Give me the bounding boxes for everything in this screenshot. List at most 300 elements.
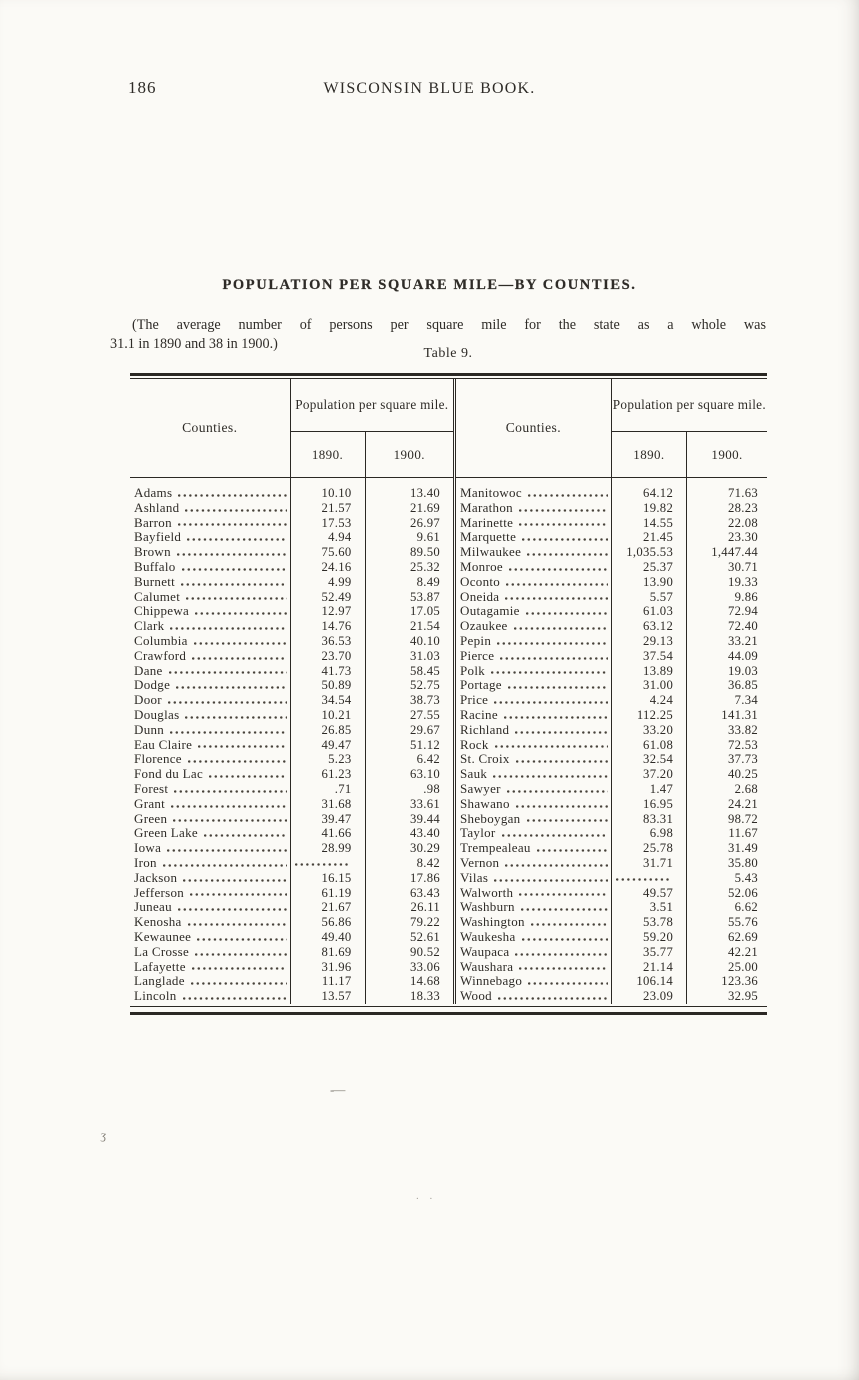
table-left-half bbox=[130, 379, 453, 1004]
dot-leader bbox=[521, 907, 608, 912]
county-name: Ashland bbox=[130, 501, 290, 516]
dot-leader bbox=[537, 848, 608, 853]
value-1890: 59.20 bbox=[611, 930, 686, 945]
value-1890: 26.85 bbox=[290, 723, 365, 738]
county-name: Portage bbox=[455, 678, 612, 693]
county-name: Dodge bbox=[130, 678, 290, 693]
value-1890: 24.16 bbox=[290, 560, 365, 575]
table-row bbox=[130, 738, 453, 753]
value-1900: 72.40 bbox=[727, 619, 758, 634]
table-row bbox=[455, 619, 767, 634]
value-1900: 52.75 bbox=[409, 678, 441, 693]
table-row bbox=[455, 989, 767, 1004]
county-name: Langlade bbox=[130, 974, 290, 989]
value-1890: 52.49 bbox=[290, 590, 365, 605]
dot-leader bbox=[187, 537, 286, 542]
county-name: Kenosha bbox=[130, 915, 290, 930]
dot-leader bbox=[516, 804, 608, 809]
table-row bbox=[455, 960, 767, 975]
value-1890: 25.37 bbox=[611, 560, 686, 575]
table-row bbox=[455, 664, 767, 679]
value-1900: 52.61 bbox=[409, 929, 441, 944]
value-1900: 63.10 bbox=[409, 767, 441, 782]
table-row bbox=[130, 915, 453, 930]
dot-leader bbox=[528, 981, 608, 986]
table-row bbox=[455, 708, 767, 723]
value-1900: 35.80 bbox=[727, 855, 758, 870]
value-1900: 43.40 bbox=[409, 826, 441, 841]
county-name: Vernon bbox=[455, 856, 612, 871]
dot-leader bbox=[498, 996, 608, 1001]
table-row bbox=[455, 723, 767, 738]
value-1890: 49.57 bbox=[611, 886, 686, 901]
dot-leader bbox=[198, 744, 286, 749]
county-name: Iowa bbox=[130, 841, 290, 856]
value-1890: 6.98 bbox=[611, 826, 686, 841]
value-1900: 141.31 bbox=[721, 707, 758, 722]
dot-leader bbox=[519, 966, 607, 971]
dot-leader bbox=[505, 596, 607, 601]
dot-leader bbox=[528, 493, 608, 498]
table-row bbox=[130, 960, 453, 975]
value-1900: 30.71 bbox=[727, 559, 758, 574]
county-name: Outagamie bbox=[455, 604, 612, 619]
value-1890: 39.47 bbox=[290, 812, 365, 827]
value-1900: 51.12 bbox=[409, 737, 441, 752]
county-name: Clark bbox=[130, 619, 290, 634]
value-1890: 19.82 bbox=[611, 501, 686, 516]
value-1890: 31.71 bbox=[611, 856, 686, 871]
dot-leader bbox=[504, 715, 608, 720]
value-1890: 12.97 bbox=[290, 604, 365, 619]
dot-leader bbox=[178, 493, 286, 498]
value-1890: 41.66 bbox=[290, 826, 365, 841]
value-1900: 33.82 bbox=[727, 722, 758, 737]
value-1900: 9.86 bbox=[734, 589, 758, 604]
dot-leader bbox=[174, 789, 286, 794]
value-1900: 89.50 bbox=[409, 545, 441, 560]
table-row bbox=[130, 516, 453, 531]
county-name: Trempealeau bbox=[455, 841, 612, 856]
value-1890: 21.14 bbox=[611, 960, 686, 975]
value-1900: 123.36 bbox=[721, 974, 758, 989]
county-name: Lincoln bbox=[130, 989, 290, 1004]
value-1900: 36.85 bbox=[727, 678, 758, 693]
value-1900: 19.03 bbox=[727, 663, 758, 678]
table-row bbox=[130, 886, 453, 901]
county-name: Lafayette bbox=[130, 960, 290, 975]
dot-leader bbox=[178, 907, 287, 912]
dot-leader bbox=[183, 996, 287, 1001]
value-1900: 28.23 bbox=[727, 500, 758, 515]
dot-leader bbox=[204, 833, 287, 838]
table-row bbox=[130, 989, 453, 1004]
value-1890: 4.94 bbox=[290, 530, 365, 545]
table-row bbox=[130, 575, 453, 590]
dot-leader bbox=[197, 937, 286, 942]
table-row bbox=[130, 812, 453, 827]
value-1900: 39.44 bbox=[409, 811, 441, 826]
table-caption: Table 9. bbox=[423, 346, 473, 361]
table-bottom-heavy-rule bbox=[130, 1012, 767, 1015]
value-1900: 11.67 bbox=[728, 826, 758, 841]
dot-leader bbox=[168, 700, 287, 705]
value-1900: 33.61 bbox=[409, 796, 441, 811]
print-artifact-margin-mark: ʒ bbox=[100, 1127, 108, 1143]
value-1890 bbox=[611, 871, 686, 886]
county-name: Pierce bbox=[455, 649, 612, 664]
table-row bbox=[130, 723, 453, 738]
value-1890: 49.47 bbox=[290, 738, 365, 753]
value-1890: 41.73 bbox=[290, 664, 365, 679]
value-1890: 5.57 bbox=[611, 590, 686, 605]
column-header-group: Population per square mile. bbox=[611, 379, 767, 432]
value-1900: 72.53 bbox=[727, 737, 758, 752]
table-row bbox=[130, 708, 453, 723]
value-1900: 40.25 bbox=[727, 767, 758, 782]
dot-leader bbox=[531, 922, 608, 927]
county-name: Dane bbox=[130, 664, 290, 679]
counties-table bbox=[130, 373, 767, 1015]
value-1890: 23.70 bbox=[290, 649, 365, 664]
table-row bbox=[130, 619, 453, 634]
dot-leader bbox=[494, 700, 608, 705]
county-name: Manitowoc bbox=[455, 478, 612, 501]
dot-leader bbox=[508, 685, 608, 690]
dot-leader bbox=[183, 878, 286, 883]
value-1890: 31.96 bbox=[290, 960, 365, 975]
value-1890: 31.00 bbox=[611, 678, 686, 693]
county-name: Sawyer bbox=[455, 782, 612, 797]
page-title: POPULATION PER SQUARE MILE—BY COUNTIES. bbox=[222, 277, 637, 293]
value-1890: 37.20 bbox=[611, 767, 686, 782]
county-name: Green Lake bbox=[130, 826, 290, 841]
value-1890: 29.13 bbox=[611, 634, 686, 649]
county-name: Shawano bbox=[455, 797, 612, 812]
county-name: Jefferson bbox=[130, 886, 290, 901]
county-name: Crawford bbox=[130, 649, 290, 664]
value-1890: 50.89 bbox=[290, 678, 365, 693]
value-1900: 44.09 bbox=[727, 648, 758, 663]
value-1900: 38.73 bbox=[409, 693, 441, 708]
county-name: Douglas bbox=[130, 708, 290, 723]
table-row bbox=[130, 752, 453, 767]
dot-leader bbox=[182, 567, 287, 572]
value-1900: 33.21 bbox=[727, 633, 758, 648]
value-1890 bbox=[290, 856, 365, 871]
dot-leader bbox=[190, 892, 286, 897]
county-name: Washburn bbox=[455, 900, 612, 915]
county-name: Brown bbox=[130, 545, 290, 560]
print-artifact-dots: . . bbox=[416, 1190, 437, 1202]
county-name: Adams bbox=[130, 478, 290, 501]
value-1900: 6.62 bbox=[734, 900, 758, 915]
value-1900: 23.30 bbox=[727, 530, 758, 545]
value-1900: 9.61 bbox=[416, 530, 441, 545]
dot-leader bbox=[505, 863, 607, 868]
value-1890: 61.23 bbox=[290, 767, 365, 782]
value-1900: 17.86 bbox=[409, 870, 441, 885]
value-1900: 55.76 bbox=[727, 915, 758, 930]
table-row bbox=[130, 974, 453, 989]
column-header-group: Population per square mile. bbox=[290, 379, 453, 432]
value-1890: 17.53 bbox=[290, 516, 365, 531]
value-1900: 26.11 bbox=[410, 900, 441, 915]
value-1900: 63.43 bbox=[409, 885, 441, 900]
county-name: Calumet bbox=[130, 590, 290, 605]
value-1900: 71.63 bbox=[727, 486, 758, 500]
column-header-counties: Counties. bbox=[130, 379, 290, 478]
value-1890: 61.03 bbox=[611, 604, 686, 619]
value-1900: .98 bbox=[423, 781, 441, 796]
value-1900: 37.73 bbox=[727, 752, 758, 767]
dot-leader bbox=[495, 744, 608, 749]
table-row bbox=[130, 501, 453, 516]
value-1890: 83.31 bbox=[611, 812, 686, 827]
value-1900: 79.22 bbox=[409, 915, 441, 930]
value-1900: 58.45 bbox=[409, 663, 441, 678]
dot-leader bbox=[177, 552, 287, 557]
value-1890: 61.08 bbox=[611, 738, 686, 753]
value-1890: 36.53 bbox=[290, 634, 365, 649]
table-row bbox=[130, 782, 453, 797]
county-name: Waukesha bbox=[455, 930, 612, 945]
value-1890: 11.17 bbox=[290, 974, 365, 989]
value-1890: 4.24 bbox=[611, 693, 686, 708]
county-name: St. Croix bbox=[455, 752, 612, 767]
county-name: Jackson bbox=[130, 871, 290, 886]
dot-leader bbox=[191, 981, 287, 986]
value-1890: 3.51 bbox=[611, 900, 686, 915]
county-name: Milwaukee bbox=[455, 545, 612, 560]
value-1900: 7.34 bbox=[734, 693, 758, 708]
table-row bbox=[130, 530, 453, 545]
value-1890: .71 bbox=[290, 782, 365, 797]
column-header-counties: Counties. bbox=[455, 379, 612, 478]
table-row bbox=[455, 478, 767, 501]
value-1890: 13.57 bbox=[290, 989, 365, 1004]
dot-leader bbox=[515, 952, 607, 957]
value-1890: 61.19 bbox=[290, 886, 365, 901]
dot-leader bbox=[178, 522, 287, 527]
column-header-1900: 1900. bbox=[365, 432, 453, 478]
value-1890: 53.78 bbox=[611, 915, 686, 930]
table-row bbox=[455, 752, 767, 767]
table-row bbox=[455, 767, 767, 782]
county-name: Florence bbox=[130, 752, 290, 767]
county-name: Burnett bbox=[130, 575, 290, 590]
county-name: Marathon bbox=[455, 501, 612, 516]
dot-leader bbox=[181, 582, 286, 587]
value-1900: 1,447.44 bbox=[711, 545, 758, 560]
value-1900: 6.42 bbox=[416, 752, 441, 767]
county-name: Eau Claire bbox=[130, 738, 290, 753]
table-row bbox=[455, 634, 767, 649]
value-1900: 40.10 bbox=[409, 633, 441, 648]
value-1890: 81.69 bbox=[290, 945, 365, 960]
dot-leader bbox=[195, 611, 286, 616]
dot-leader bbox=[188, 922, 287, 927]
county-name: Marquette bbox=[455, 530, 612, 545]
value-1900: 31.03 bbox=[409, 648, 441, 663]
value-1900: 8.49 bbox=[416, 574, 441, 589]
column-header-1890: 1890. bbox=[290, 432, 365, 478]
dot-leader bbox=[186, 596, 286, 601]
value-1900: 53.87 bbox=[409, 589, 441, 604]
table-row bbox=[130, 545, 453, 560]
county-name: Wood bbox=[455, 989, 612, 1004]
value-1890: 64.12 bbox=[611, 478, 686, 501]
dot-leader bbox=[506, 582, 608, 587]
value-1900: 26.97 bbox=[409, 515, 441, 530]
value-1900: 21.69 bbox=[409, 500, 441, 515]
county-name: Chippewa bbox=[130, 604, 290, 619]
dot-leader bbox=[500, 656, 607, 661]
table-row bbox=[455, 841, 767, 856]
dot-leader bbox=[171, 804, 286, 809]
table-row bbox=[455, 545, 767, 560]
value-1900: 18.33 bbox=[409, 989, 441, 1004]
value-1890: 16.15 bbox=[290, 871, 365, 886]
table-row bbox=[455, 516, 767, 531]
county-name: Waushara bbox=[455, 960, 612, 975]
dot-leader bbox=[185, 715, 286, 720]
county-name: Grant bbox=[130, 797, 290, 812]
dot-leader bbox=[509, 567, 608, 572]
value-1890: 25.78 bbox=[611, 841, 686, 856]
value-1890: 1.47 bbox=[611, 782, 686, 797]
county-name: Rock bbox=[455, 738, 612, 753]
dot-leader bbox=[185, 508, 286, 513]
value-1900: 25.00 bbox=[727, 959, 758, 974]
value-1890: 21.67 bbox=[290, 900, 365, 915]
table-row bbox=[130, 693, 453, 708]
table-row bbox=[455, 812, 767, 827]
value-1890: 16.95 bbox=[611, 797, 686, 812]
table-row bbox=[130, 478, 453, 501]
value-1890: 5.23 bbox=[290, 752, 365, 767]
value-1890: 56.86 bbox=[290, 915, 365, 930]
county-name: Winnebago bbox=[455, 974, 612, 989]
county-name: Ozaukee bbox=[455, 619, 612, 634]
county-name: Racine bbox=[455, 708, 612, 723]
table-row bbox=[130, 664, 453, 679]
table-row bbox=[130, 560, 453, 575]
table-row bbox=[455, 590, 767, 605]
table-row bbox=[455, 738, 767, 753]
value-1900: 5.43 bbox=[734, 870, 758, 885]
table-row bbox=[130, 604, 453, 619]
dot-leader bbox=[522, 937, 608, 942]
dot-leader bbox=[522, 537, 608, 542]
table-row bbox=[455, 974, 767, 989]
dot-leader bbox=[515, 730, 607, 735]
dot-leader bbox=[209, 774, 286, 779]
print-artifact-dash: -— bbox=[330, 1082, 344, 1097]
value-1890: 28.99 bbox=[290, 841, 365, 856]
table-row bbox=[130, 841, 453, 856]
value-1900: 30.29 bbox=[409, 841, 441, 856]
county-name: Juneau bbox=[130, 900, 290, 915]
value-1900: 33.06 bbox=[409, 959, 441, 974]
empty-value-leader bbox=[616, 877, 671, 882]
value-1900: 22.08 bbox=[727, 515, 758, 530]
county-name: Door bbox=[130, 693, 290, 708]
value-1900: 19.33 bbox=[727, 574, 758, 589]
dot-leader bbox=[192, 966, 287, 971]
table-row bbox=[455, 560, 767, 575]
dot-leader bbox=[170, 626, 286, 631]
table-row bbox=[130, 797, 453, 812]
value-1900: 31.49 bbox=[727, 841, 758, 856]
value-1890: 33.20 bbox=[611, 723, 686, 738]
table-row bbox=[455, 886, 767, 901]
dot-leader bbox=[195, 952, 286, 957]
table-row bbox=[455, 604, 767, 619]
empty-value-leader bbox=[295, 862, 350, 867]
county-name: Oconto bbox=[455, 575, 612, 590]
value-1890: 4.99 bbox=[290, 575, 365, 590]
table-row bbox=[130, 634, 453, 649]
table-note-line2: 31.1 in 1890 and 38 in 1900.) bbox=[110, 335, 278, 352]
dot-leader bbox=[519, 508, 608, 513]
table-row bbox=[455, 945, 767, 960]
county-name: Barron bbox=[130, 516, 290, 531]
value-1890: 37.54 bbox=[611, 649, 686, 664]
value-1890: 14.76 bbox=[290, 619, 365, 634]
dot-leader bbox=[519, 522, 608, 527]
value-1890: 21.57 bbox=[290, 501, 365, 516]
dot-leader bbox=[494, 878, 608, 883]
table-row bbox=[130, 826, 453, 841]
value-1890: 10.21 bbox=[290, 708, 365, 723]
value-1900: 62.69 bbox=[727, 929, 758, 944]
county-name: Monroe bbox=[455, 560, 612, 575]
table-row bbox=[455, 678, 767, 693]
table-row bbox=[455, 856, 767, 871]
value-1900: 98.72 bbox=[727, 811, 758, 826]
value-1890: 13.89 bbox=[611, 664, 686, 679]
table-row bbox=[455, 782, 767, 797]
dot-leader bbox=[507, 789, 608, 794]
value-1890: 10.10 bbox=[290, 478, 365, 501]
dot-leader bbox=[516, 759, 608, 764]
dot-leader bbox=[491, 670, 608, 675]
dot-leader bbox=[188, 759, 287, 764]
value-1900: 72.94 bbox=[727, 604, 758, 619]
table-row bbox=[130, 767, 453, 782]
dot-leader bbox=[526, 611, 608, 616]
table-row bbox=[455, 797, 767, 812]
table-row bbox=[130, 945, 453, 960]
county-name: Bayfield bbox=[130, 530, 290, 545]
table-row bbox=[455, 900, 767, 915]
value-1890: 35.77 bbox=[611, 945, 686, 960]
value-1900: 13.40 bbox=[409, 486, 441, 500]
value-1890: 31.68 bbox=[290, 797, 365, 812]
county-name: Dunn bbox=[130, 723, 290, 738]
value-1890: 1,035.53 bbox=[611, 545, 686, 560]
table-row bbox=[455, 693, 767, 708]
value-1900: 17.05 bbox=[409, 604, 441, 619]
county-name: Kewaunee bbox=[130, 930, 290, 945]
table-row bbox=[130, 590, 453, 605]
value-1900: 24.21 bbox=[727, 796, 758, 811]
dot-leader bbox=[527, 552, 608, 557]
value-1900: 52.06 bbox=[727, 885, 758, 900]
county-name: Iron bbox=[130, 856, 290, 871]
table-row bbox=[455, 501, 767, 516]
